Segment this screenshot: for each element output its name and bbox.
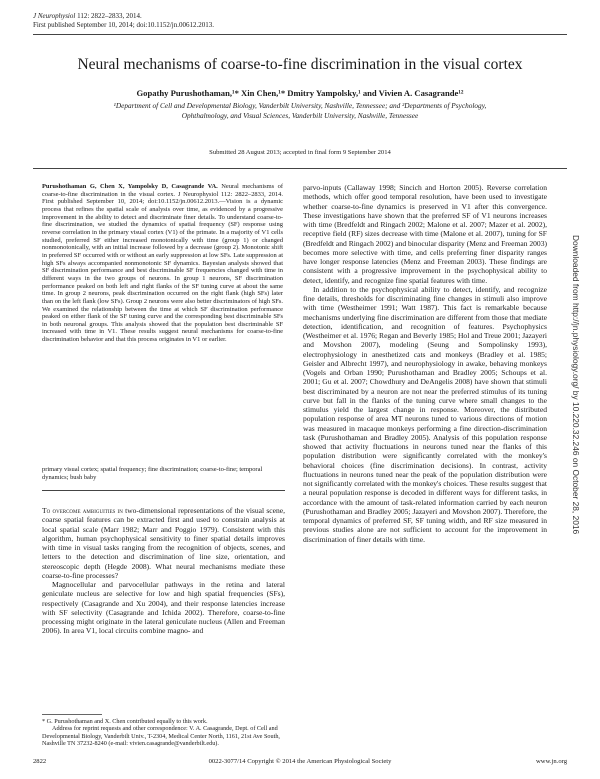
intro-p2: Magnocellular and parvocellular pathways in the retina and lateral geniculate nucleus are selective for low and high spatial frequencies (SFs), respectively (Casagrande and Xu 2004), and their response latencies increase with SF selectivity (Casagrande and Ichida 2002). Therefore, coarse-to-fine processing might originate in the lateral geniculate nucleus (Allen and Freeman 2006). In area V1, local circuits combine magno- and bbox=[42, 580, 285, 636]
page-number: 2822 bbox=[33, 758, 47, 765]
footnotes bbox=[42, 718, 285, 747]
abstract-text: Neural mechanisms of coarse-to-fine discrimination in the visual cortex. J Neurophysiol 112: 2822–2833, 2014. First published September 10, 2014; doi:10.1152/jn.00612.2013.—Vision is a dynamic process that refines the spatial scale of analysis over time, as evidenced by a progressive improvement in the ability to detect and discriminate finer details. To understand coarse-to-fine discrimination, we studied the dynamics of spatial frequency (SF) response using reverse correlation in the primary visual cortex (V1) of the primate. In a majority of V1 cells studied, preferred SF either increased monotonically with time (group 1) or changed nonmonotonically, with an initial increase followed by a decrease (group 2). Monotonic shift in preferred SF occurred with or without an early suppression at low SFs. Late suppression at high SFs always accompanied nonmonotonic SF dynamics. Bayesian analysis showed that SF discrimination performance and best discriminable SF frequencies changed with time in different ways in the two groups of neurons. In group 1 neurons, SF discrimination performance peaked on both left and right flanks of the SF tuning curve at about the same time. In group 2 neurons, peak discrimination occurred on the right flank (high SFs) later than on the left flank (low SFs). Group 2 neurons were also better discriminators of high SFs. We examined the relationship between the time at which SF discrimination performance peaked on either flank of the SF tuning curve and the corresponding best discriminable SFs in both neuronal groups. This analysis showed that the population best discriminable SF increased with time in V1. These results suggest neural mechanisms for coarse-to-fine discrimination behavior and that this process originates in V1 or earlier. bbox=[42, 183, 283, 344]
abstract-lead: Purushothaman G, Chen X, Yampolsky D, Casagrande VA. bbox=[42, 183, 218, 190]
journal-url[interactable]: www.jn.org bbox=[536, 758, 567, 765]
copyright: 0022-3077/14 Copyright © 2014 the American Physiological Society bbox=[208, 758, 392, 765]
right-p2: In addition to the psychophysical ability to detect, identify, and recognize fine details, thresholds for discriminating fine changes in stimuli also improve with time (Westheimer 1991; Watt 1987). This fact is remarkable because mechanisms underlying fine discrimination are different from those that mediate detection, identification, and recognition of features. Psychophysics (Westheimer et al. 1976; Regan and Beverly 1985; Hol and Treue 2001; Jazayeri and Movshon 2007), modeling (Seung and Sompolinsky 1993), electrophysiology in anesthetized cats and monkeys (Bradley et al. 1985; Geisler and Albrecht 1997), and neurophysiology in awake, behaving monkeys (Vogels and Orban 1990; Purushothaman and Bradley 2005; Schoups et al. 2001; Gu et al. 2007; Chowdhury and DeAngelis 2008) have shown that stimuli best discriminated by a neuron are not near the preferred stimulus of its tuning curve but fall in the flanks of the tuning curve where small changes to the stimulus yield the largest change in response. Moreover, the distributed population response of area MT neurons tuned to various directions of motion was measured in macaque monkeys performing a fine direction-discrimination task (Purushothaman and Bradley 2005). Analysis of this population response showed that activity fluctuations in neurons tuned near the flanks of this population distribution were significantly correlated with the monkey's behavioral choices (fine discrimination decisions). In contrast, activity fluctuations in neurons tuned near the peak of the population distribution were not significantly correlated with the monkey's choices. These results suggest that a neural population response is decoded in different ways for different tasks, in accordance with the amount of task-related information carried by each neuron (Purushothaman and Bradley 2005; Jazayeri and Movshon 2007). Therefore, the temporal dynamics of preferred SF, SF tuning width, and RF size measured in previous studies alone are not sufficient to account for the improvement in discrimination of finer details with time. bbox=[303, 284, 547, 544]
footnote-correspondence: Address for reprint requests and other correspondence: V. A. Casagrande, Dept. of Cell and Developmental Biology, Vanderbilt Univ., T-2304, Medical Center North, 1161, 21st Ave South, Nashville TN 37232-8240 (e-mail: vivien.casagrande@vanderbilt.edu). bbox=[42, 725, 280, 747]
abstract-rule bbox=[42, 490, 285, 491]
right-p1: parvo-inputs (Callaway 1998; Sincich and Horton 2005). Reverse correlation methods, which offer good temporal resolution, have been used to investigate whether coarse-to-fine dynamics is preserved in V1 after this convergence. These investigations have shown that the preferred SF of V1 neurons increases with time (Bredfeldt and Ringach 2002; Malone et al. 2007; Mazer et al. 2002), receptive field (RF) sizes decrease with time (Malone et al. 2007), tuning for SF (Bredfeldt and Ringach 2002) and binocular disparity (Menz and Freeman 2003) becomes more selective with time, and cells preferring finer disparity ranges have longer response latencies (Menz and Freeman 2003). These findings are consistent with a progressive improvement in the psychophysical ability to detect, identify, and recognize fine spatial features with time. bbox=[303, 183, 547, 285]
article-title: Neural mechanisms of coarse-to-fine discrimination in the visual cortex bbox=[77, 56, 523, 73]
journal-name: J Neurophysiol bbox=[33, 12, 76, 20]
published-line: First published September 10, 2014; doi:10.1152/jn.00612.2013. bbox=[33, 20, 214, 29]
footnote-equal-contribution: * G. Purushothaman and X. Chen contributed equally to this work. bbox=[42, 718, 208, 725]
keywords: primary visual cortex; spatial frequency; fine discrimination; coarse-to-fine; temporal dynamics; bush baby bbox=[42, 466, 263, 481]
abstract bbox=[42, 183, 283, 344]
title-rule bbox=[33, 168, 567, 169]
citation: 112: 2822–2833, 2014. bbox=[77, 12, 142, 20]
header-rule bbox=[33, 34, 567, 35]
intro-column bbox=[42, 506, 285, 636]
submission-dates: Submitted 28 August 2013; accepted in final form 9 September 2014 bbox=[209, 149, 391, 156]
download-note bbox=[573, 235, 583, 555]
footnote-rule bbox=[42, 714, 102, 715]
right-column bbox=[303, 183, 547, 544]
journal-header bbox=[33, 12, 214, 29]
intro-lead: To overcome ambiguities in bbox=[42, 506, 123, 515]
author-list: Gopathy Purushothaman,¹* Xin Chen,¹* Dmitry Yampolsky,¹ and Vivien A. Casagrande¹² bbox=[136, 88, 464, 98]
download-note-text[interactable]: Downloaded from http://jn.physiology.org/ by 10.220.32.246 on October 28, 2016 bbox=[571, 235, 581, 535]
affiliations: ¹Department of Cell and Developmental Biology, Vanderbilt University, Nashville, Tennessee; and ²Departments of Psychology, Ophthalmology, and Visual Sciences, Vanderbilt University, Nashville, Tennessee bbox=[113, 101, 487, 120]
intro-p1: two-dimensional representations of the visual scene, coarse spatial features can be extracted first and used to constrain analysis at local spatial scale (Marr 1982; Marr and Poggio 1979). Consistent with this algorithm, human psychophysical sensitivity to finer spatial details improves with time in visual tasks ranging from the recognition of objects, scenes, and letters to the detection and discrimination of line size, orientation, and stereoscopic depth (Hegde 2008). What neural mechanisms mediate these coarse-to-fine processes? bbox=[42, 506, 285, 580]
